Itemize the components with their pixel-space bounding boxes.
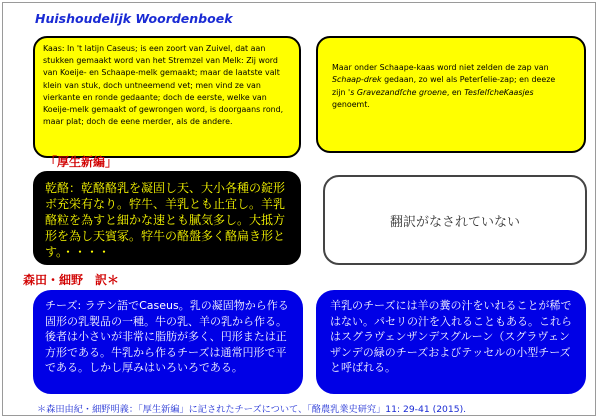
- schaap-text-2: gedaan, zo wel als Peterſelie-zap; en deeze zijn: [332, 75, 556, 97]
- tesselsche-kaasjes-term: TesſelſcheKaasjes: [464, 87, 534, 97]
- untranslated-text: 翻訳がなされていない: [389, 214, 520, 230]
- dutch-schaap-box: [316, 36, 586, 153]
- sheep-cheese-translation-text: 羊乳のチーズには羊の糞の汁をいれることが稀ではない。パセリの汁を入れることもある。これらはスグラヴェンザンデスグルーン（スグラヴェンザンデの緑のチーズおよびテッセルの小型チーズと呼ばれる。: [330, 299, 572, 374]
- untranslated-box: [323, 175, 587, 265]
- sheep-cheese-translation-box: [316, 290, 586, 394]
- kosei-shinpen-label: 「厚生新編」: [45, 155, 118, 169]
- dutch-kaas-text: Kaas: In 't latijn Caseus; is een zoort van Zuivel, dat aan stukken gemaakt word van het Stremzel van Melk: Zij word van Koeije- en Schaape-melk gemaakt; maar de laatste valt klein van stuk, doch untneemend vet; men vind ze van vierkante en ronde gedaante; doch de eerste, welke van Koeije-melk gemaakt of gewrongen word, is doorgaans rond, maar plat; doch de eene merder, als de andere.: [43, 44, 284, 127]
- gravezand-groene-term: 's Gravezandſche groene: [348, 87, 447, 97]
- kosei-original-text: 乾酪：乾酪酪乳を凝固し天、大小各種の錠形ボ充栄有なり。牸牛、羊乳とも⽌宜し。羊乳酪粒を為すと細かな速とも膩気多し。大抵方形を為し天賓冢。牸牛の酪盤多く酪扁き形とす。・・・・: [45, 181, 286, 259]
- schaap-drek-term: Schaap-drek: [332, 75, 382, 85]
- citation-footnote: ＊森田由紀・細野明義：「厚生新編」に記されたチーズについて、「酪農乳業史研究」11: 29-41 (2015).: [37, 404, 467, 415]
- schaap-text-4: genoemt.: [332, 100, 370, 110]
- morita-hosono-label: 森田・細野 訳＊: [23, 273, 120, 287]
- schaap-text-3: , en: [446, 87, 465, 97]
- schaap-text-1: Maar onder Schaape-kaas word niet zelden de zap van: [332, 63, 549, 72]
- dutch-kaas-box: [33, 36, 301, 158]
- morita-translation-text: チーズ: ラテン語でCaseus。乳の凝固物から作る固形の乳製品の一種。牛の乳、羊の乳から作る。後者は小さいが非常に脂肪が多く、円形または正方形である。牛乳から作るチーズは通常円形で平である。しかし厚みはいろいろである。: [45, 299, 289, 374]
- kosei-original-box: [33, 171, 301, 265]
- slide-frame: [2, 2, 596, 416]
- dutch-schaap-text: [332, 62, 570, 112]
- morita-translation-box: [33, 290, 303, 394]
- page-title: Huishoudelijk Woordenboek: [35, 11, 233, 26]
